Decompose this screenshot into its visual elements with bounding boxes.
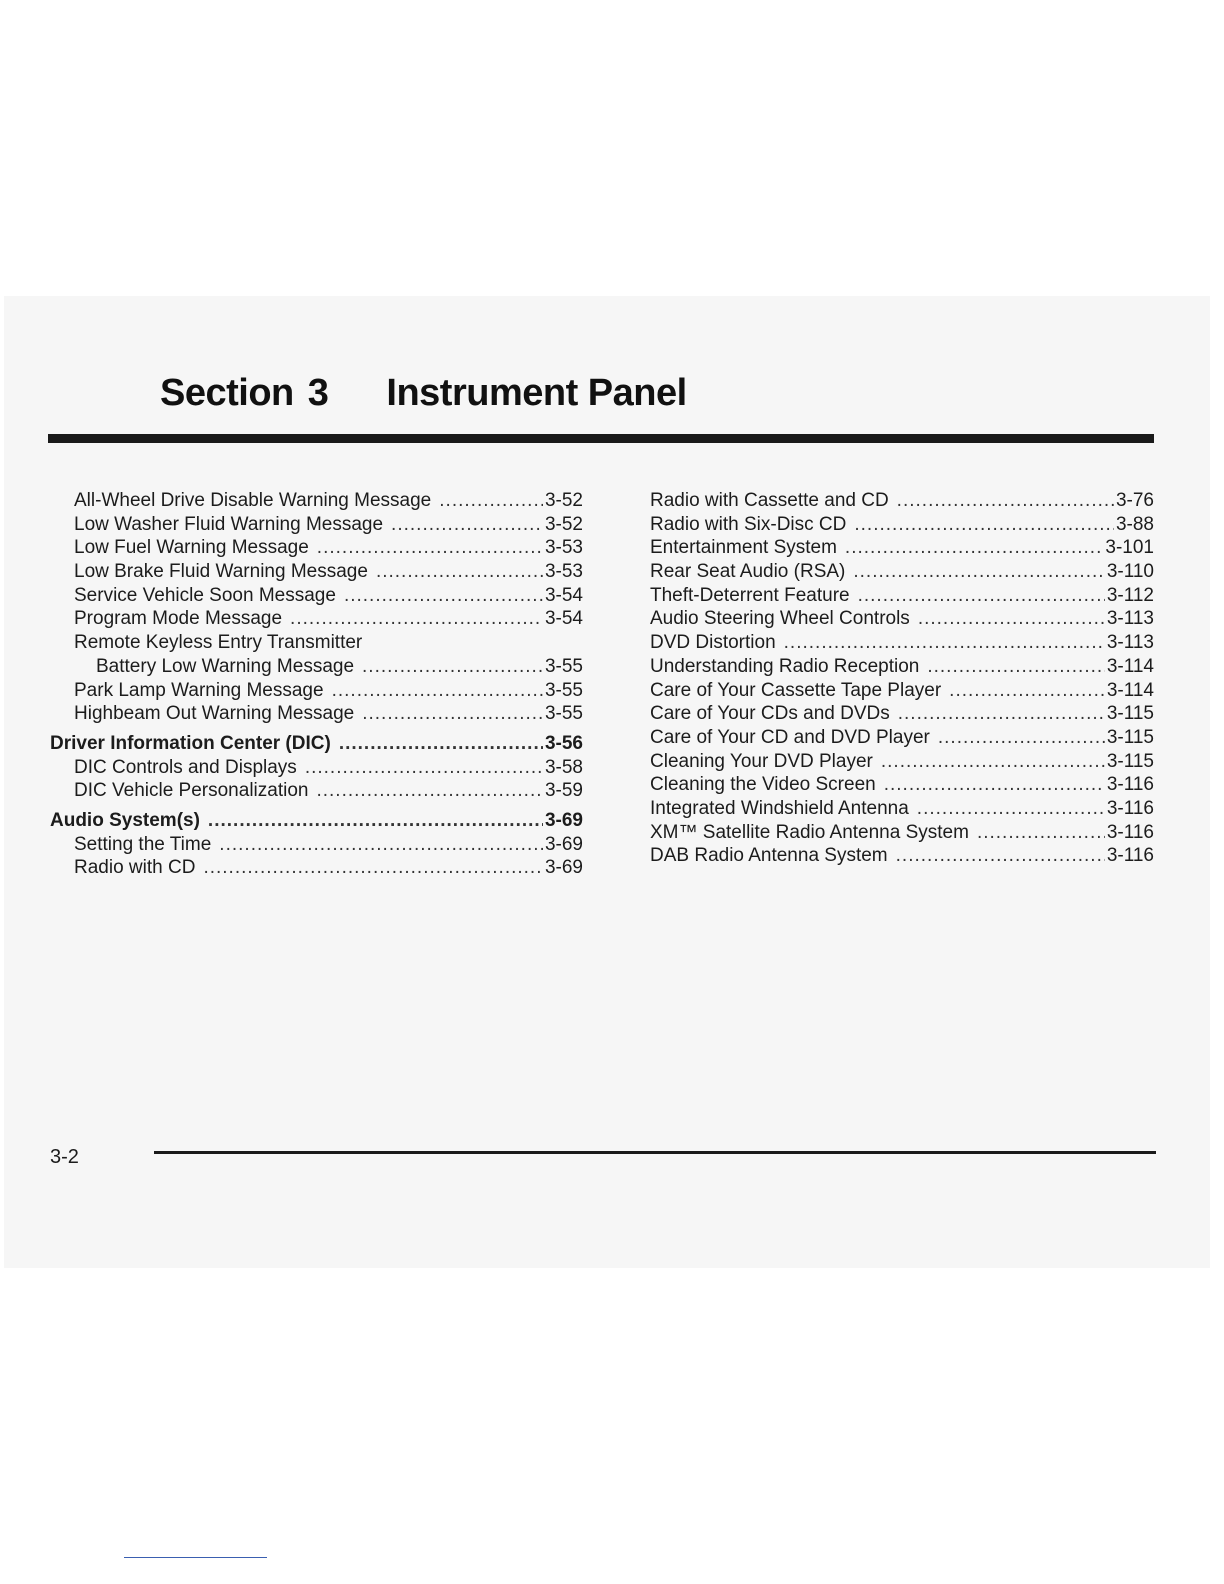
toc-entry[interactable] <box>50 631 583 655</box>
toc-entry-label: Remote Keyless Entry Transmitter <box>74 632 363 654</box>
footer-rule <box>154 1151 1156 1154</box>
dot-leader <box>362 702 543 726</box>
toc-heading-entry[interactable] <box>50 732 583 756</box>
toc-entry[interactable] <box>50 833 583 857</box>
dot-leader <box>918 607 1105 631</box>
toc-entry-label: Driver Information Center (DIC) <box>50 732 331 754</box>
dot-leader <box>344 584 543 608</box>
dot-leader <box>884 773 1105 797</box>
dot-leader <box>858 584 1105 608</box>
toc-entry-label: DIC Controls and Displays <box>74 756 297 778</box>
toc-entry[interactable] <box>650 513 1154 537</box>
dot-leader <box>898 702 1105 726</box>
dot-leader <box>332 679 543 703</box>
dot-leader <box>439 489 543 513</box>
toc-entry-page: 3-101 <box>1105 537 1154 559</box>
dot-leader <box>881 750 1105 774</box>
toc-entry-label: Low Fuel Warning Message <box>74 537 309 559</box>
toc-entry-label: Audio System(s) <box>50 809 200 831</box>
toc-entry-page: 3-69 <box>544 809 583 831</box>
toc-entry-label: Care of Your CD and DVD Player <box>650 726 930 748</box>
toc-entry-page: 3-115 <box>1106 703 1154 725</box>
dot-leader <box>208 809 543 833</box>
toc-entry-page: 3-115 <box>1106 726 1154 748</box>
toc-entry[interactable] <box>650 797 1154 821</box>
toc-entry-label: Radio with CD <box>74 857 196 879</box>
toc-entry-label: Highbeam Out Warning Message <box>74 703 355 725</box>
toc-entry[interactable] <box>650 631 1154 655</box>
toc-entry-label: DVD Distortion <box>650 632 776 654</box>
toc-entry[interactable] <box>50 702 583 726</box>
toc-entry[interactable] <box>650 560 1154 584</box>
toc-entry-label: Low Brake Fluid Warning Message <box>74 561 368 583</box>
toc-entry[interactable] <box>650 679 1154 703</box>
dot-leader <box>339 732 543 756</box>
toc-entry-page: 3-114 <box>1106 679 1154 701</box>
toc-entry-label: Service Vehicle Soon Message <box>74 584 336 606</box>
dot-leader <box>376 560 543 584</box>
toc-left-column <box>50 489 583 880</box>
dot-leader <box>927 655 1104 679</box>
dot-leader <box>305 756 543 780</box>
toc-entry-label: Theft-Deterrent Feature <box>650 584 850 606</box>
toc-entry-page: 3-69 <box>544 833 583 855</box>
toc-entry[interactable] <box>650 750 1154 774</box>
toc-entry-page: 3-88 <box>1115 513 1154 535</box>
dot-leader <box>896 844 1105 868</box>
toc-entry-page: 3-52 <box>544 490 583 511</box>
toc-entry-label: Battery Low Warning Message <box>96 655 355 677</box>
toc-heading-entry[interactable] <box>50 809 583 833</box>
toc-entry-page: 3-54 <box>544 584 583 606</box>
toc-entry[interactable] <box>50 560 583 584</box>
toc-entry-label: Radio with Six-Disc CD <box>650 513 847 535</box>
toc-entry-page: 3-110 <box>1106 561 1154 583</box>
dot-leader <box>938 726 1105 750</box>
toc-entry-label: All-Wheel Drive Disable Warning Message <box>74 490 432 511</box>
toc-entry-label: Understanding Radio Reception <box>650 655 920 677</box>
toc-entry-page: 3-69 <box>544 857 583 879</box>
toc-entry[interactable] <box>650 536 1154 560</box>
toc-entry-page: 3-113 <box>1106 632 1154 654</box>
toc-entry-page: 3-55 <box>544 655 583 677</box>
toc-entry[interactable] <box>650 655 1154 679</box>
toc-entry-page: 3-76 <box>1115 490 1154 511</box>
dot-leader <box>316 779 543 803</box>
toc-entry[interactable] <box>650 773 1154 797</box>
dot-leader <box>917 797 1105 821</box>
toc-entry-page: 3-116 <box>1106 845 1154 867</box>
toc-entry-label: Setting the Time <box>74 833 212 855</box>
dot-leader <box>317 536 543 560</box>
toc-entry-label: DIC Vehicle Personalization <box>74 780 309 802</box>
toc-entry-page: 3-55 <box>544 703 583 725</box>
dot-leader <box>203 856 543 880</box>
toc-entry-page: 3-53 <box>544 561 583 583</box>
dot-leader <box>897 489 1114 513</box>
toc-entry-label: Entertainment System <box>650 537 837 559</box>
toc-entry-label: Radio with Cassette and CD <box>650 490 889 511</box>
toc-entry-page: 3-116 <box>1106 797 1154 819</box>
toc-entry[interactable] <box>50 607 583 631</box>
toc-entry-page: 3-58 <box>544 756 583 778</box>
toc-entry[interactable] <box>650 821 1154 845</box>
toc-entry-label: Low Washer Fluid Warning Message <box>74 513 384 535</box>
toc-entry-page: 3-115 <box>1106 750 1154 772</box>
dot-leader <box>977 821 1105 845</box>
dot-leader <box>391 513 543 537</box>
heading-rule <box>48 434 1154 443</box>
toc-entry[interactable] <box>650 726 1154 750</box>
dot-leader <box>784 631 1105 655</box>
toc-entry-page: 3-52 <box>544 513 583 535</box>
toc-right-column <box>650 489 1154 868</box>
toc-entry-label: Cleaning Your DVD Player <box>650 750 873 772</box>
toc-entry-page: 3-59 <box>544 780 583 802</box>
toc-entry-page: 3-56 <box>544 732 583 754</box>
dot-leader <box>845 536 1103 560</box>
toc-entry-label: Care of Your Cassette Tape Player <box>650 679 942 701</box>
toc-entry-label: Rear Seat Audio (RSA) <box>650 561 846 583</box>
toc-entry-label: Program Mode Message <box>74 608 283 630</box>
toc-entry-page: 3-116 <box>1106 774 1154 796</box>
toc-entry[interactable] <box>650 607 1154 631</box>
dot-leader <box>362 655 543 679</box>
toc-entry-label: Audio Steering Wheel Controls <box>650 608 910 630</box>
section-heading <box>160 372 687 415</box>
dot-leader <box>949 679 1105 703</box>
toc-entry[interactable] <box>50 584 583 608</box>
toc-entry-page: 3-54 <box>544 608 583 630</box>
toc-entry[interactable] <box>50 655 583 679</box>
toc-entry-label: Park Lamp Warning Message <box>74 679 324 701</box>
toc-entry[interactable] <box>50 779 583 803</box>
section-name: Instrument Panel <box>386 372 687 414</box>
toc-entry[interactable] <box>50 856 583 880</box>
dot-leader <box>854 513 1114 537</box>
section-number: 3 <box>307 372 329 414</box>
toc-entry-page: 3-114 <box>1106 655 1154 677</box>
toc-entry[interactable] <box>50 489 583 513</box>
section-label: Section <box>160 372 294 414</box>
toc-entry[interactable] <box>650 702 1154 726</box>
footer-page-number: 3-2 <box>50 1146 79 1168</box>
toc-entry[interactable] <box>650 844 1154 868</box>
toc-entry-page: 3-113 <box>1106 608 1154 630</box>
toc-entry-page: 3-53 <box>544 537 583 559</box>
toc-entry-label: Care of Your CDs and DVDs <box>650 703 890 725</box>
toc-entry-page: 3-116 <box>1106 821 1154 843</box>
toc-entry-label: XM™ Satellite Radio Antenna System <box>650 821 969 843</box>
toc-entry-page: 3-112 <box>1106 584 1154 606</box>
toc-entry-label: DAB Radio Antenna System <box>650 845 888 867</box>
toc-entry[interactable] <box>50 513 583 537</box>
toc-entry[interactable] <box>50 756 583 780</box>
bottom-link-underline <box>124 1557 267 1558</box>
toc-entry[interactable] <box>650 584 1154 608</box>
toc-entry-label: Cleaning the Video Screen <box>650 774 876 796</box>
toc-entry-label: Integrated Windshield Antenna <box>650 797 909 819</box>
toc-entry[interactable] <box>50 679 583 703</box>
dot-leader <box>219 833 543 857</box>
toc-entry[interactable] <box>650 489 1154 513</box>
toc-entry-page: 3-55 <box>544 679 583 701</box>
toc-entry[interactable] <box>50 536 583 560</box>
dot-leader <box>290 607 543 631</box>
dot-leader <box>853 560 1104 584</box>
